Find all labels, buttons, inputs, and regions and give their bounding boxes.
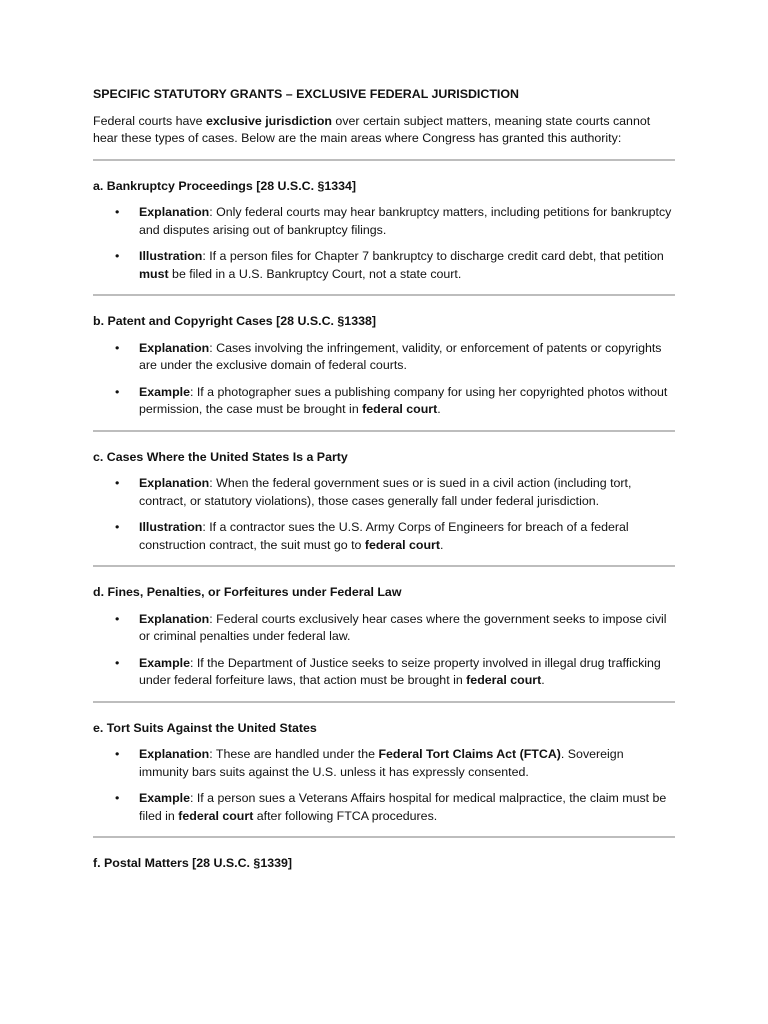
bullet-item (93, 204, 675, 239)
bullet-item (93, 519, 675, 554)
text-run: Federal courts have (93, 113, 206, 128)
bold-text-run: Illustration (139, 249, 203, 263)
text-run: after following FTCA procedures. (253, 808, 438, 823)
bullet-icon: • (115, 791, 120, 805)
bold-text-run: Explanation (139, 205, 210, 219)
text-run: . (541, 673, 545, 687)
bullet-item (93, 746, 675, 781)
bold-text-run: Illustration (139, 520, 203, 534)
section-heading: d. Fines, Penalties, or Forfeitures under Federal Law (93, 585, 402, 599)
bold-text-run: federal court (362, 402, 438, 416)
section-divider (93, 294, 675, 296)
section-divider (93, 701, 675, 703)
sections-container (93, 178, 675, 873)
text-run: : When the federal government sues or is sued in a civil action (including tort, contract, or statutory violations), those cases generally fall under federal jurisdiction. (139, 476, 632, 508)
section-heading: a. Bankruptcy Proceedings [28 U.S.C. §1334] (93, 178, 357, 193)
bold-text-run: Explanation (139, 476, 210, 490)
bold-text-run: Example (139, 791, 190, 805)
bullet-text (139, 520, 629, 552)
bullet-text (139, 612, 667, 644)
bold-text-run: must (139, 266, 169, 281)
bullet-text (139, 476, 631, 508)
section-divider (93, 565, 675, 567)
bullet-item (93, 655, 675, 690)
bold-text-run: Federal Tort Claims Act (FTCA) (378, 747, 561, 761)
text-run: . (439, 537, 444, 552)
bullet-text (139, 341, 662, 373)
bullet-list (93, 746, 675, 825)
bullet-icon: • (115, 747, 120, 761)
bullet-list (93, 340, 675, 419)
bold-text-run: federal court (178, 808, 254, 823)
bullet-list (93, 204, 675, 283)
text-run: : Cases involving the infringement, validity, or enforcement of patents or copyrights are under the exclusive domain of federal courts. (139, 340, 662, 372)
bold-text-run: exclusive jurisdiction (205, 113, 332, 128)
bold-text-run: Explanation (139, 340, 210, 355)
text-run: : Only federal courts may hear bankruptcy matters, including petitions for bankruptcy and disputes arising out of bankruptcy filings. (139, 205, 672, 237)
bold-text-run: Example (139, 384, 190, 399)
bullet-list (93, 475, 675, 554)
bullet-icon: • (115, 520, 120, 534)
bullet-icon: • (115, 384, 120, 399)
bullet-text (139, 385, 667, 417)
bullet-item (93, 248, 675, 283)
section-heading: e. Tort Suits Against the United States (93, 720, 317, 735)
text-run: : If a person files for Chapter 7 bankruptcy to discharge credit card debt, that petition (202, 249, 664, 263)
bullet-item (93, 611, 675, 646)
document-body (93, 86, 675, 882)
text-run: : These are handled under the (209, 747, 379, 761)
section-divider (93, 836, 675, 838)
bold-text-run: federal court (466, 673, 542, 687)
section (93, 855, 675, 873)
bold-text-run: Example (139, 655, 190, 670)
section-heading: f. Postal Matters [28 U.S.C. §1339] (93, 856, 293, 870)
text-run: be filed in a U.S. Bankruptcy Court, not a state court. (168, 266, 462, 281)
text-run: : If a photographer sues a publishing company for using her copyrighted photos without permission, the case must be brought in (139, 384, 668, 416)
section (93, 584, 675, 690)
bold-text-run: federal court (364, 537, 440, 552)
bullet-icon: • (115, 205, 120, 219)
intro-paragraph (93, 113, 675, 148)
bullet-item (93, 384, 675, 419)
section (93, 178, 675, 284)
bullet-icon: • (115, 655, 120, 670)
bullet-icon: • (115, 476, 120, 490)
text-run: : If a contractor sues the U.S. Army Corps of Engineers for breach of a federal construction contract, the suit must go to (139, 520, 629, 552)
bullet-list (93, 611, 675, 690)
text-run: over certain subject matters, meaning state courts cannot hear these types of cases. Below are the main areas where Congress has granted this authority: (93, 113, 651, 145)
bullet-text (139, 656, 661, 688)
bullet-text (139, 205, 671, 237)
section (93, 449, 675, 555)
bullet-icon: • (115, 340, 120, 355)
bullet-item (93, 475, 675, 510)
bullet-text (139, 791, 666, 823)
bold-text-run: Explanation (139, 611, 210, 626)
section-heading: b. Patent and Copyright Cases [28 U.S.C. §1338] (93, 314, 377, 328)
section-divider (93, 430, 675, 432)
bullet-icon: • (115, 611, 120, 626)
section-divider (93, 159, 675, 161)
bullet-text (139, 747, 624, 779)
text-run: . Sovereign immunity bars suits against the U.S. unless it has expressly consented. (139, 747, 624, 779)
section (93, 313, 675, 419)
text-run: : If the Department of Justice seeks to seize property involved in illegal drug trafficking under federal forfeiture laws, that action must be brought in (139, 655, 661, 687)
text-run: : If a person sues a Veterans Affairs hospital for medical malpractice, the claim must be filed in (139, 791, 667, 823)
bullet-text (139, 249, 664, 281)
section-heading: c. Cases Where the United States Is a Party (93, 449, 348, 464)
document-title: SPECIFIC STATUTORY GRANTS – EXCLUSIVE FEDERAL JURISDICTION (93, 87, 519, 101)
text-run: . (437, 402, 441, 416)
bold-text-run: Explanation (139, 747, 210, 761)
bullet-item (93, 340, 675, 375)
section (93, 720, 675, 826)
bullet-icon: • (115, 249, 120, 263)
bullet-item (93, 790, 675, 825)
text-run: : Federal courts exclusively hear cases where the government seeks to impose civil or criminal penalties under federal law. (139, 611, 667, 643)
